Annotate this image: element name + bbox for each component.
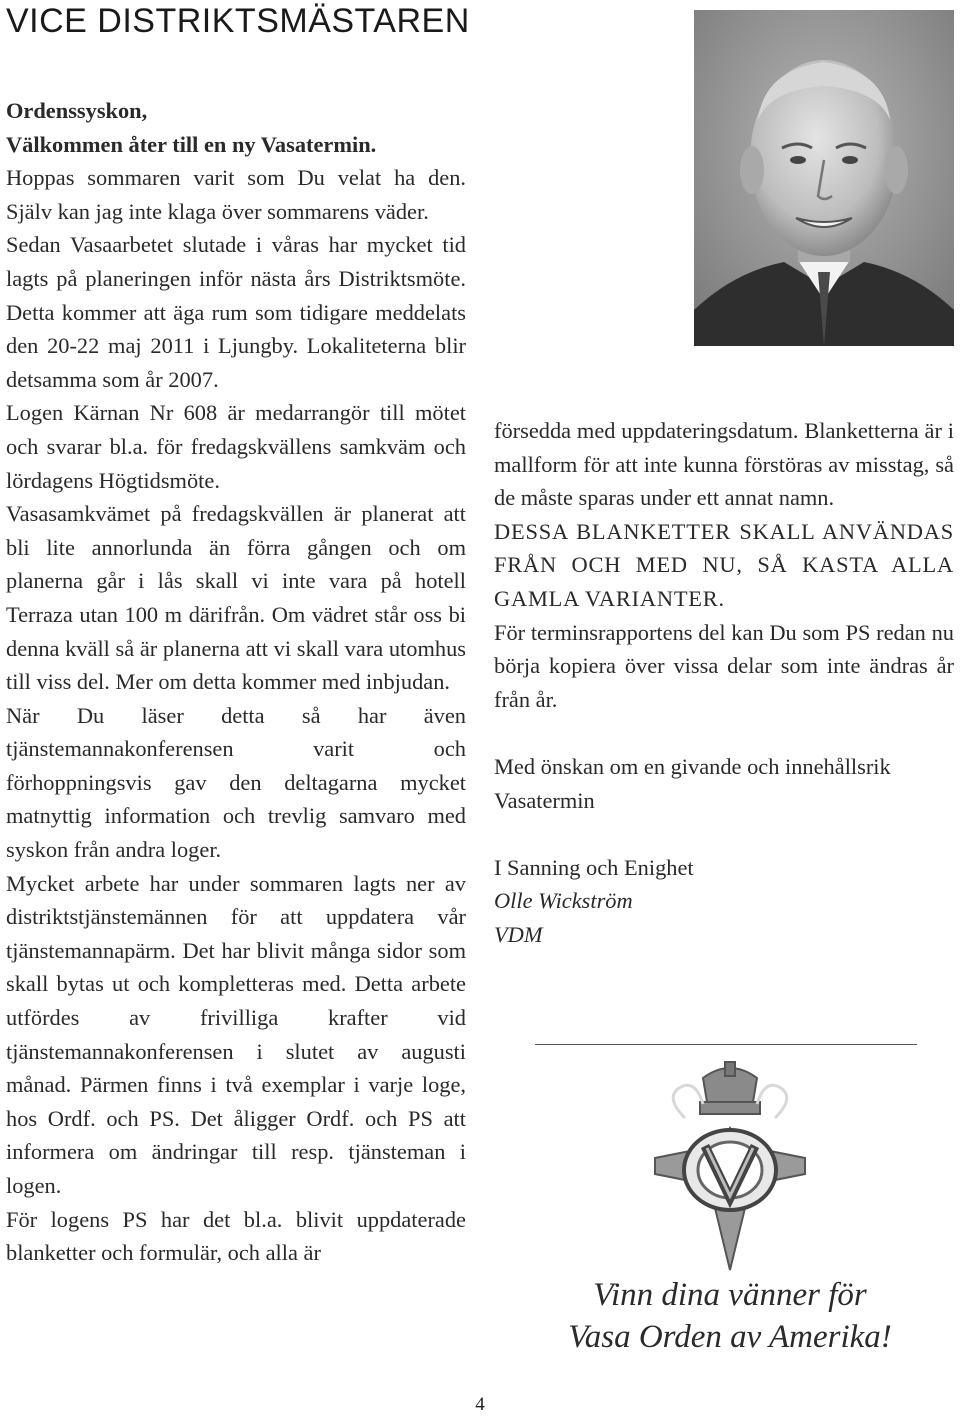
- closing-line: I Sanning och Enighet: [494, 854, 694, 880]
- portrait-photo: [694, 10, 954, 346]
- paragraph: Sedan Vasaarbetet slutade i våras har mycket tid lagts på planeringen inför nästa års Distriktsmöte. Detta kommer att äga rum som tidigare meddelats den 20-22 maj 2011 i Ljungby. Lokaliteterna blir detsamma som år 2007.: [6, 232, 466, 392]
- paragraph: När Du läser detta så har även tjänstemannakonferensen varit och förhoppningsvis gav den deltagarna mycket matnyttig information och trevlig samvaro med syskon från andra loger.: [6, 702, 466, 863]
- right-column: [494, 414, 954, 952]
- wish-paragraph: Med önskan om en givande och innehållsrik Vasatermin: [494, 753, 891, 813]
- signature-title: VDM: [494, 921, 543, 947]
- slogan-line: Vasa Orden av Amerika!: [568, 1319, 892, 1355]
- vasa-order-emblem-icon: [645, 1058, 815, 1276]
- paragraph: försedda med uppdateringsdatum. Blanketterna är i mallform för att inte kunna förstöras av misstag, så de måste sparas under ett annat namn.: [494, 418, 954, 511]
- paragraph: För logens PS har det bl.a. blivit uppdaterade blanketter och formulär, och alla är: [6, 1206, 466, 1266]
- spacer: [494, 817, 954, 851]
- left-column: [6, 94, 466, 1270]
- greeting: Ordenssyskon,: [6, 98, 148, 123]
- slogan-line: Vinn dina vänner för: [593, 1277, 867, 1313]
- paragraph: Logen Kärnan Nr 608 är medarrangör till mötet och svarar bl.a. för fredagskvällens samkväm och lördagens Högtidsmöte.: [6, 400, 466, 493]
- paragraph: Mycket arbete har under sommaren lagts ner av distriktstjänstemännen för att uppdatera vår tjänstemannapärm. Det har blivit många sidor som skall bytas ut och kompletteras med. Detta arbete utfördes av frivilliga krafter vid tjänstemannakonferensen i slutet av augusti månad. Pärmen finns i två exemplar i varje loge, hos Ordf. och PS. Det åligger Ordf. och PS att informera om ändringar till resp. tjänsteman i logen.: [6, 870, 466, 1198]
- signature-name: Olle Wickström: [494, 888, 633, 914]
- paragraph: Vasasamkvämet på fredagskvällen är planerat att bli lite annorlunda än förra gången och om planerna går i lås skall vi inte vara på hotell Terraza utan 100 m därifrån. Om vädret står oss bi denna kväll så är planerna att vi skall vara utomhus till viss del. Mer om detta kommer med inbjudan.: [6, 501, 466, 695]
- divider: [535, 1044, 917, 1045]
- emblem-graphic: [645, 1058, 815, 1276]
- spacer: [494, 716, 954, 750]
- portrait-illustration: [694, 10, 954, 346]
- page-number: 4: [475, 1394, 485, 1415]
- slogan: [530, 1274, 930, 1358]
- paragraph: Hoppas sommaren varit som Du velat ha den. Själv kan jag inte klaga över sommarens väder.: [6, 165, 466, 224]
- welcome-line: Välkommen åter till en ny Vasatermin.: [6, 131, 377, 157]
- notice-paragraph: DESSA BLANKETTER SKALL ANVÄNDAS FRÅN OCH MED NU, SÅ KASTA ALLA GAMLA VARIANTER.: [494, 518, 954, 611]
- paragraph: För terminsrapportens del kan Du som PS redan nu börja kopiera över vissa delar som inte ändras år från år.: [494, 619, 954, 712]
- page-title: VICE DISTRIKTSMÄSTAREN: [6, 2, 470, 40]
